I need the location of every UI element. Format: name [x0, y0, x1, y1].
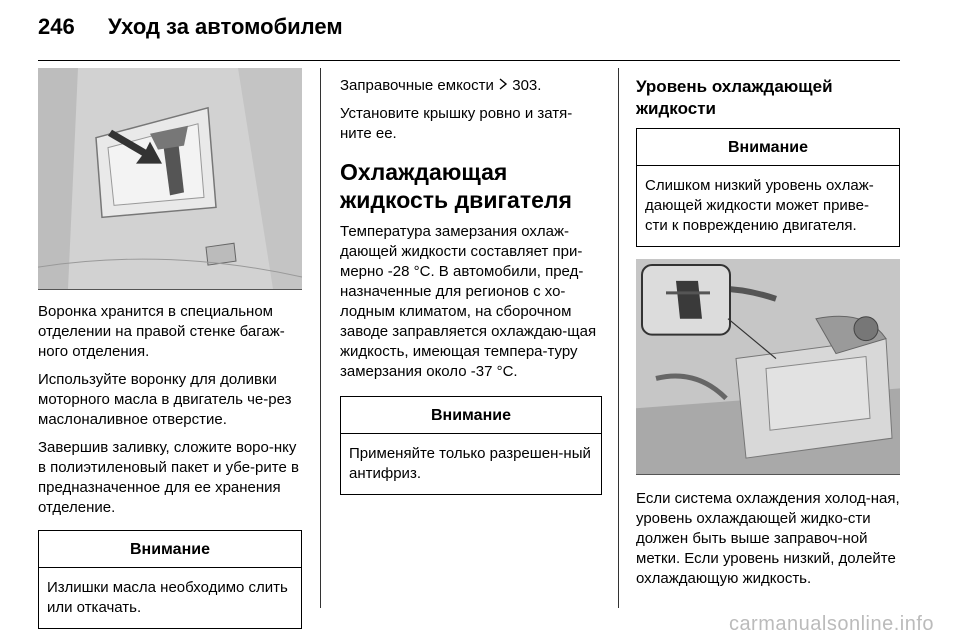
notice-text: Слишком низкий уровень охлаж-дающей жидкости может приве-сти к повреждению двигателя. — [645, 177, 874, 234]
column-divider — [618, 68, 619, 608]
page-number: 246 — [38, 14, 75, 39]
notice-box — [38, 530, 302, 629]
left-column — [38, 68, 302, 629]
paragraph: Температура замерзания охлаж-дающей жидкости составляет при-мерно -28 °C. В автомобили, пред-назначенные для регионов с хо-лодным климатом, на сборочном заводе заправляется охлаждаю-щая жидкость, имеющая темпера-туру замерзания около -37 °C. — [340, 223, 597, 381]
paragraph — [340, 76, 602, 96]
page-title: Уход за автомобилем — [108, 14, 343, 39]
notice-box — [340, 396, 602, 495]
paragraph: Установите крышку ровно и затя-ните ее. — [340, 105, 573, 143]
subsection-title: Уровень охлаждающей жидкости — [636, 77, 833, 118]
paragraph: Используйте воронку для доливки моторного масла в двигатель че-рез маслоналивное отверстие. — [38, 371, 292, 428]
header-divider — [38, 60, 900, 61]
paragraph: Воронка хранится в специальном отделении на правой стенке багаж-ного отделения. — [38, 303, 285, 360]
watermark: carmanualsonline.info — [728, 613, 934, 635]
notice-text: Применяйте только разрешен-ный антифриз. — [349, 445, 591, 483]
notice-text: Излишки масла необходимо слить или откачать. — [47, 579, 288, 616]
paragraph-text: Заправочные емкости — [340, 77, 499, 94]
notice-box — [636, 128, 900, 247]
paragraph: Если система охлаждения холод-ная, уровень охлаждающей жидко-сти должен быть выше заправоч-ной метки. Если уровень низкий, долейте охлаждающую жидкость. — [636, 490, 900, 587]
page-reference[interactable]: 303. — [508, 77, 542, 94]
paragraph: Завершив заливку, сложите воро-нку в полиэтиленовый пакет и убе-рите в предназначенное для ее хранения отделение. — [38, 439, 299, 516]
notice-heading: Внимание — [341, 397, 601, 434]
reference-arrow-icon — [498, 76, 508, 96]
trunk-funnel-illustration — [38, 68, 302, 290]
notice-heading: Внимание — [39, 531, 301, 568]
right-column — [636, 68, 900, 589]
middle-column — [340, 68, 602, 495]
section-title: Охлаждающая жидкость двигателя — [340, 159, 572, 214]
page-header — [38, 14, 343, 54]
notice-heading: Внимание — [637, 129, 899, 166]
engine-coolant-illustration — [636, 259, 900, 475]
column-divider — [320, 68, 321, 608]
